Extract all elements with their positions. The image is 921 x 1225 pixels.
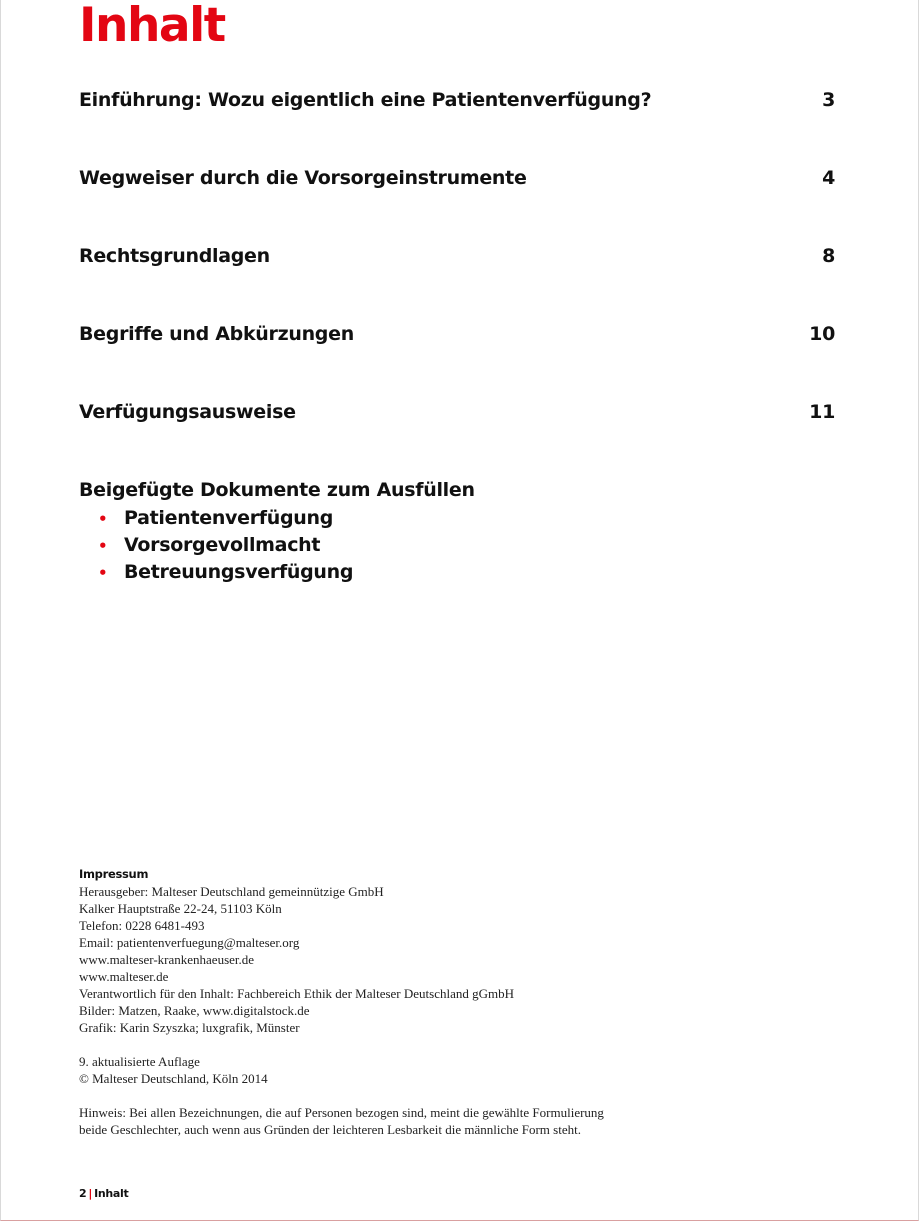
edition-line: 9. aktualisierte Auflage	[79, 1054, 200, 1069]
footer-separator: |	[88, 1187, 93, 1200]
spacer	[79, 1087, 859, 1104]
list-item-label: Vorsorgevollmacht	[124, 534, 321, 556]
imprint-heading: Impressum	[79, 867, 149, 881]
spacer	[79, 1036, 859, 1053]
list-item	[98, 505, 839, 532]
table-of-contents	[79, 84, 835, 474]
enclosed-documents-list	[79, 505, 839, 586]
toc-entry-label: Einführung: Wozu eigentlich eine Patientenverfügung?	[79, 89, 652, 111]
list-item-label: Patientenverfügung	[124, 507, 334, 529]
toc-entry-page: 8	[822, 245, 835, 267]
list-item	[98, 559, 839, 586]
toc-entry-label: Rechtsgrundlagen	[79, 245, 270, 267]
toc-entry-label: Begriffe und Abkürzungen	[79, 323, 354, 345]
imprint-line: Herausgeber: Malteser Deutschland gemeinnützige GmbH	[79, 884, 384, 899]
toc-entry-page: 3	[822, 89, 835, 111]
imprint-line: www.malteser.de	[79, 969, 169, 984]
toc-entry-label: Wegweiser durch die Vorsorgeinstrumente	[79, 167, 527, 189]
bullet-icon: •	[98, 564, 108, 582]
note-line: Hinweis: Bei allen Bezeichnungen, die auf Personen bezogen sind, meint die gewählte Formulierung	[79, 1105, 604, 1120]
toc-entry	[79, 84, 835, 162]
page-footer	[79, 1187, 129, 1200]
toc-entry-page: 10	[809, 323, 835, 345]
imprint-line: Bilder: Matzen, Raake, www.digitalstock.de	[79, 1003, 310, 1018]
toc-entry	[79, 396, 835, 474]
toc-entry-page: 11	[809, 401, 835, 423]
imprint-line: Grafik: Karin Szyszka; luxgrafik, Münster	[79, 1020, 300, 1035]
footer-section: Inhalt	[94, 1187, 129, 1200]
imprint-line: Email: patientenverfuegung@malteser.org	[79, 935, 300, 950]
enclosed-documents	[79, 475, 839, 586]
toc-entry	[79, 162, 835, 240]
toc-entry	[79, 318, 835, 396]
enclosed-documents-heading: Beigefügte Dokumente zum Ausfüllen	[79, 479, 475, 501]
imprint-line: Telefon: 0228 6481-493	[79, 918, 205, 933]
toc-entry	[79, 240, 835, 318]
imprint-line: www.malteser-krankenhaeuser.de	[79, 952, 255, 967]
page-title: Inhalt	[79, 0, 225, 53]
imprint-line: Verantwortlich für den Inhalt: Fachbereich Ethik der Malteser Deutschland gGmbH	[79, 986, 514, 1001]
imprint-line: Kalker Hauptstraße 22-24, 51103 Köln	[79, 901, 282, 916]
imprint	[79, 866, 859, 1138]
toc-entry-page: 4	[822, 167, 835, 189]
list-item	[98, 532, 839, 559]
copyright-line: © Malteser Deutschland, Köln 2014	[79, 1071, 268, 1086]
list-item-label: Betreuungsverfügung	[124, 561, 354, 583]
note-line: beide Geschlechter, auch wenn aus Gründen der leichteren Lesbarkeit die männliche Form steht.	[79, 1122, 581, 1137]
bullet-icon: •	[98, 537, 108, 555]
bullet-icon: •	[98, 510, 108, 528]
toc-entry-label: Verfügungsausweise	[79, 401, 296, 423]
page-number: 2	[79, 1187, 87, 1200]
